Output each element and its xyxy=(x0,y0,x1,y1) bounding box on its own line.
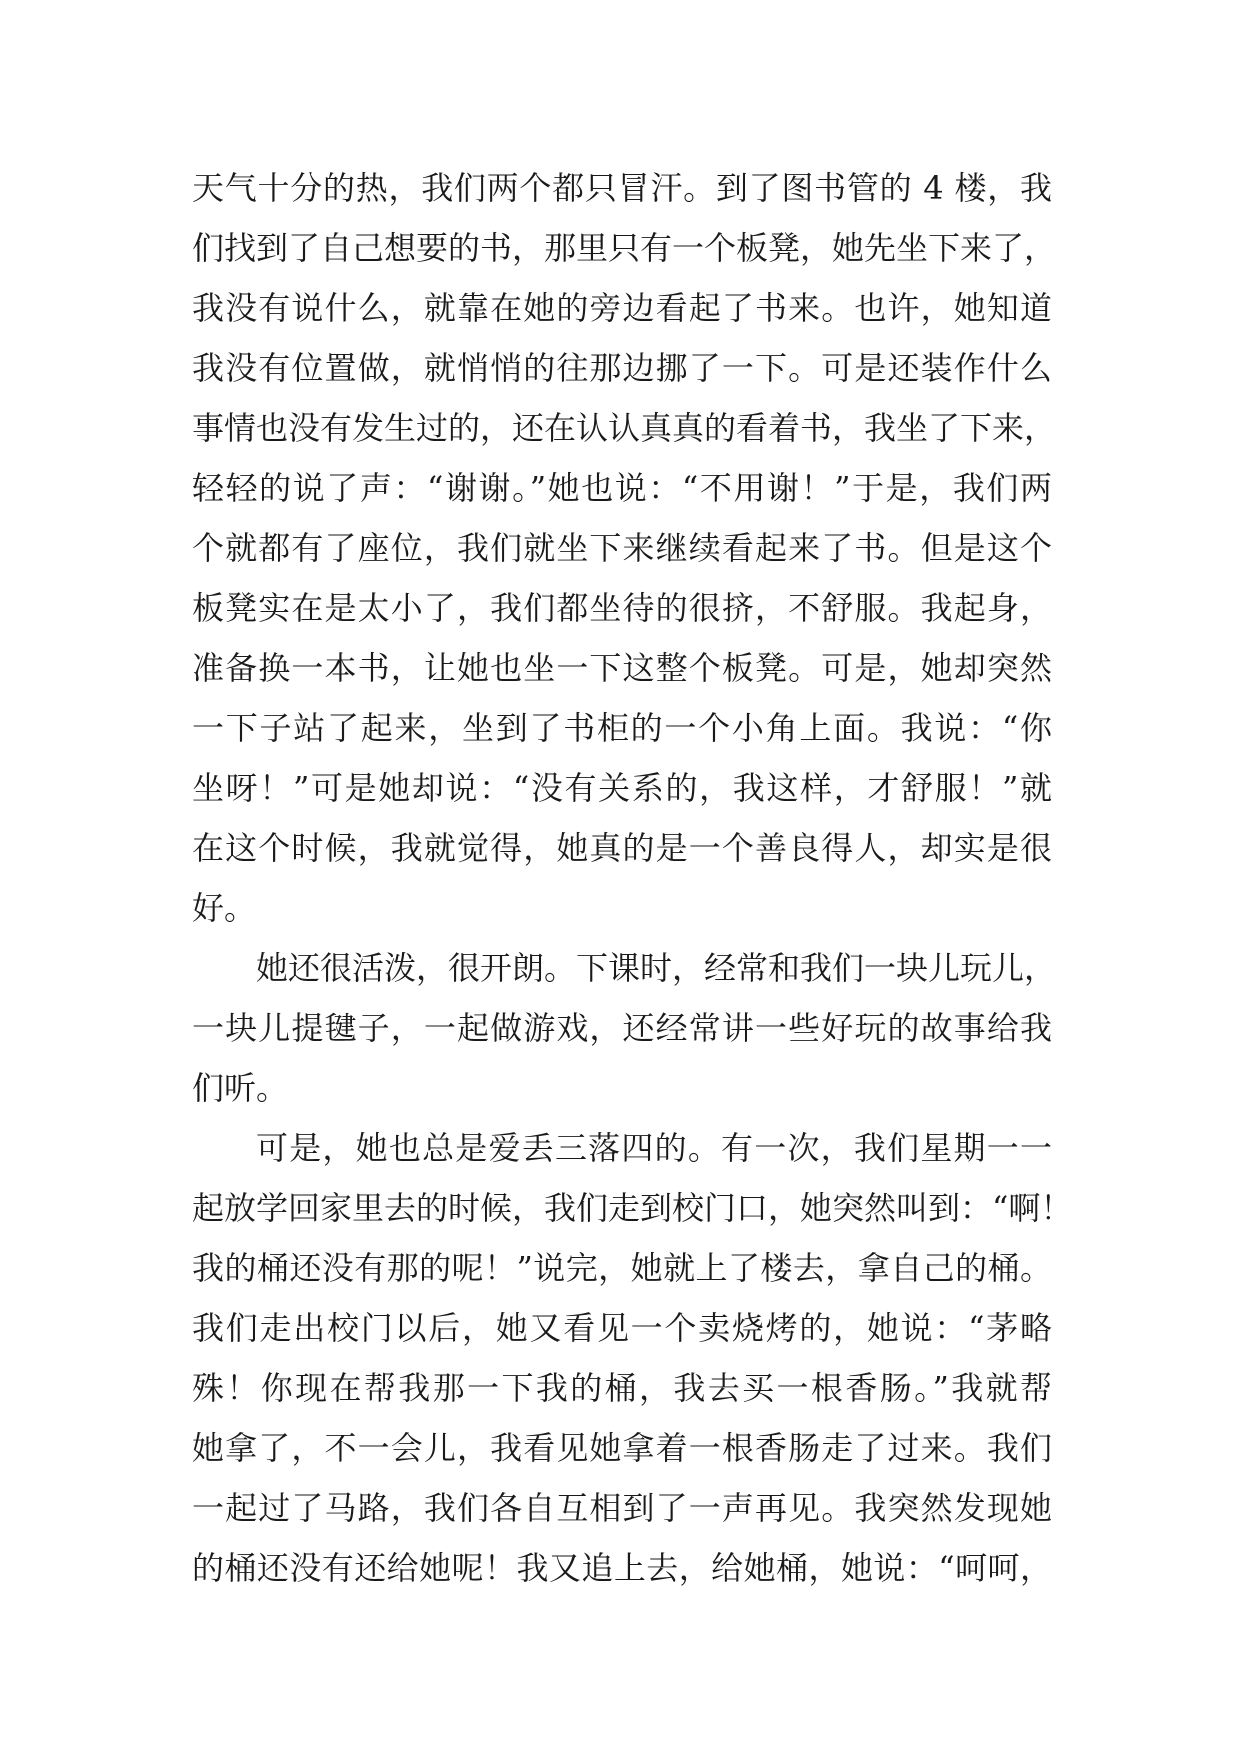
text-line: 轻轻的说了声：“谢谢。”她也说：“不用谢！”于是，我们两 xyxy=(192,469,1052,507)
text-line: 我没有位置做，就悄悄的往那边挪了一下。可是还装作什么 xyxy=(192,349,1052,387)
paragraph xyxy=(192,158,1057,938)
text-line: 好。 xyxy=(192,889,257,927)
text-line: 们听。 xyxy=(192,1069,289,1107)
text-line: 可是，她也总是爱丢三落四的。有一次，我们星期一一 xyxy=(256,1129,1052,1167)
text-line: 一起过了马路，我们各自互相到了一声再见。我突然发现她 xyxy=(192,1489,1052,1527)
text-line: 个就都有了座位，我们就坐下来继续看起来了书。但是这个 xyxy=(192,529,1052,567)
text-line: 我没有说什么，就靠在她的旁边看起了书来。也许，她知道 xyxy=(192,289,1052,327)
text-line: 们找到了自己想要的书，那里只有一个板凳，她先坐下来了， xyxy=(192,229,1057,267)
text-line: 板凳实在是太小了，我们都坐待的很挤，不舒服。我起身， xyxy=(192,589,1052,627)
text-line: 她还很活泼，很开朗。下课时，经常和我们一块儿玩儿， xyxy=(256,949,1057,987)
text-line: 事情也没有发生过的，还在认认真真的看着书，我坐了下来， xyxy=(192,409,1057,447)
text-line: 坐呀！”可是她却说：“没有关系的，我这样，才舒服！”就 xyxy=(192,769,1052,807)
body-text xyxy=(192,158,1073,1598)
text-line: 的桶还没有还给她呢！我又追上去，给她桶，她说：“呵呵， xyxy=(192,1549,1052,1587)
paragraph xyxy=(192,938,1057,1118)
text-line: 我的桶还没有那的呢！”说完，她就上了楼去，拿自己的桶。 xyxy=(192,1249,1052,1287)
text-line: 一下子站了起来，坐到了书柜的一个小角上面。我说：“你 xyxy=(192,709,1052,747)
text-line: 她拿了，不一会儿，我看见她拿着一根香肠走了过来。我们 xyxy=(192,1429,1052,1467)
text-line: 起放学回家里去的时候，我们走到校门口，她突然叫到：“啊！ xyxy=(192,1189,1073,1227)
text-line: 殊！你现在帮我那一下我的桶，我去买一根香肠。”我就帮 xyxy=(192,1369,1052,1407)
text-line: 天气十分的热，我们两个都只冒汗。到了图书管的 4 楼，我 xyxy=(192,169,1052,207)
paragraph xyxy=(192,1118,1073,1598)
text-line: 我们走出校门以后，她又看见一个卖烧烤的，她说：“茅略 xyxy=(192,1309,1052,1347)
text-line: 准备换一本书，让她也坐一下这整个板凳。可是，她却突然 xyxy=(192,649,1052,687)
text-line: 一块儿提毽子，一起做游戏，还经常讲一些好玩的故事给我 xyxy=(192,1009,1052,1047)
text-line: 在这个时候，我就觉得，她真的是一个善良得人，却实是很 xyxy=(192,829,1052,867)
